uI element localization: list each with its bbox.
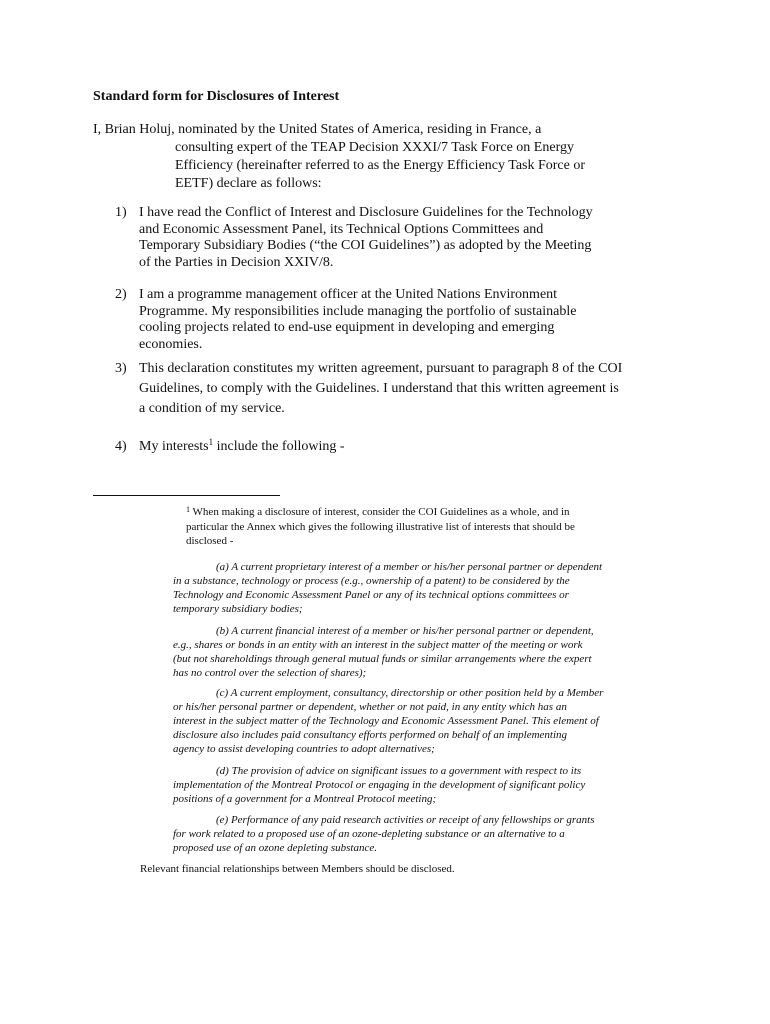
footnote-line: interest in the subject matter of the Technology and Economic Assessment Panel. This element of	[173, 715, 599, 727]
footnote-line: (b) A current financial interest of a member or his/her personal partner or dependent,	[216, 625, 594, 637]
footnote-line: (but not shareholdings through general mutual funds or similar arrangements where the expert	[173, 653, 592, 665]
footnote-line: implementation of the Montreal Protocol or engaging in the development of significant policy	[173, 779, 586, 791]
footnote-line: or his/her personal partner or dependent, whether or not paid, in any entity which has an	[173, 701, 567, 713]
footnote-line: has no control over the selection of shares);	[173, 667, 367, 679]
item-line: Guidelines, to comply with the Guidelines. I understand that this written agreement is	[139, 381, 619, 396]
footnote-line: (c) A current employment, consultancy, directorship or other position held by a Member	[216, 687, 604, 699]
intro-line: Efficiency (hereinafter referred to as the Energy Efficiency Task Force or	[175, 158, 586, 173]
footnote-item-d	[173, 764, 585, 806]
item-body	[139, 287, 576, 353]
item-line: I have read the Conflict of Interest and Disclosure Guidelines for the Technology	[139, 205, 593, 220]
footnote-line: positions of a government for a Montreal Protocol meeting;	[173, 793, 437, 805]
item-line: and Economic Assessment Panel, its Technical Options Committees and	[139, 221, 544, 237]
document-title: Standard form for Disclosures of Interest	[93, 89, 340, 104]
footnote-line: (d) The provision of advice on significant issues to a government with respect to its	[216, 765, 582, 777]
item-text: include the following -	[213, 439, 345, 454]
item-line: I am a programme management officer at the United Nations Environment	[139, 287, 558, 302]
item-number: 4)	[115, 439, 127, 454]
item-body	[139, 439, 345, 456]
footnote-line: e.g., shares or bonds in an entity with an interest in the subject matter of the meeting or work	[173, 639, 583, 651]
footnote-reference: 1	[208, 437, 214, 447]
footnote-item-b	[173, 624, 594, 680]
footnote-line: agency to assist developing countries to adopt alternatives;	[173, 743, 435, 755]
intro-line: EETF) declare as follows:	[175, 176, 322, 191]
item-body	[139, 359, 622, 419]
footnote-line: particular the Annex which gives the following illustrative list of interests that should be	[186, 520, 575, 533]
footnote-line: (a) A current proprietary interest of a member or his/her personal partner or dependent	[216, 561, 603, 573]
footnote-item-e	[173, 813, 595, 855]
item-line: cooling projects related to end-use equipment in developing and emerging	[139, 320, 555, 335]
footnote-line: for work related to a proposed use of an ozone-depleting substance or an alternative to a	[173, 828, 565, 840]
item-line	[139, 439, 345, 456]
item-body	[139, 205, 593, 271]
footnote-text: When making a disclosure of interest, consider the COI Guidelines as a whole, and in	[190, 506, 570, 518]
item-number: 3)	[115, 361, 127, 376]
item-text: My interests	[139, 439, 209, 454]
footnote-line: temporary subsidiary bodies;	[173, 603, 303, 615]
footnote-line: (e) Performance of any paid research activities or receipt of any fellowships or grants	[216, 814, 595, 826]
footnote-closing-line: Relevant financial relationships between Members should be disclosed.	[140, 863, 455, 875]
footnote-intro	[186, 505, 575, 549]
item-line: a condition of my service.	[139, 401, 285, 416]
footnote-line: disclosure also includes paid consultancy efforts performed on behalf of an implementing	[173, 729, 568, 741]
item-line: Temporary Subsidiary Bodies (“the COI Guidelines”) as adopted by the Meeting	[139, 238, 592, 253]
footnote-item-a	[173, 560, 602, 616]
item-line: of the Parties in Decision XXIV/8.	[139, 254, 334, 270]
item-line: Programme. My responsibilities include managing the portfolio of sustainable	[139, 303, 577, 319]
item-number: 2)	[115, 287, 127, 302]
footnote-marker: 1	[186, 505, 190, 514]
item-number: 1)	[115, 205, 127, 220]
item-line: economies.	[139, 336, 203, 352]
footnote-separator	[93, 495, 280, 496]
intro-line: consulting expert of the TEAP Decision XXXI/7 Task Force on Energy	[175, 140, 574, 155]
footnote-line: disclosed -	[186, 535, 234, 547]
item-line: This declaration constitutes my written agreement, pursuant to paragraph 8 of the COI	[139, 361, 623, 376]
footnote-line: in a substance, technology or process (e.g., ownership of a patent) to be considered by the	[173, 575, 570, 587]
intro-paragraph	[93, 121, 585, 193]
footnote-line	[186, 505, 575, 520]
intro-line: I, Brian Holuj, nominated by the United States of America, residing in France, a	[93, 122, 542, 137]
footnote-line: Technology and Economic Assessment Panel or any of its technical options committees or	[173, 589, 569, 601]
footnote-line: proposed use of an ozone depleting substance.	[173, 842, 377, 854]
footnote-item-c	[173, 686, 603, 756]
